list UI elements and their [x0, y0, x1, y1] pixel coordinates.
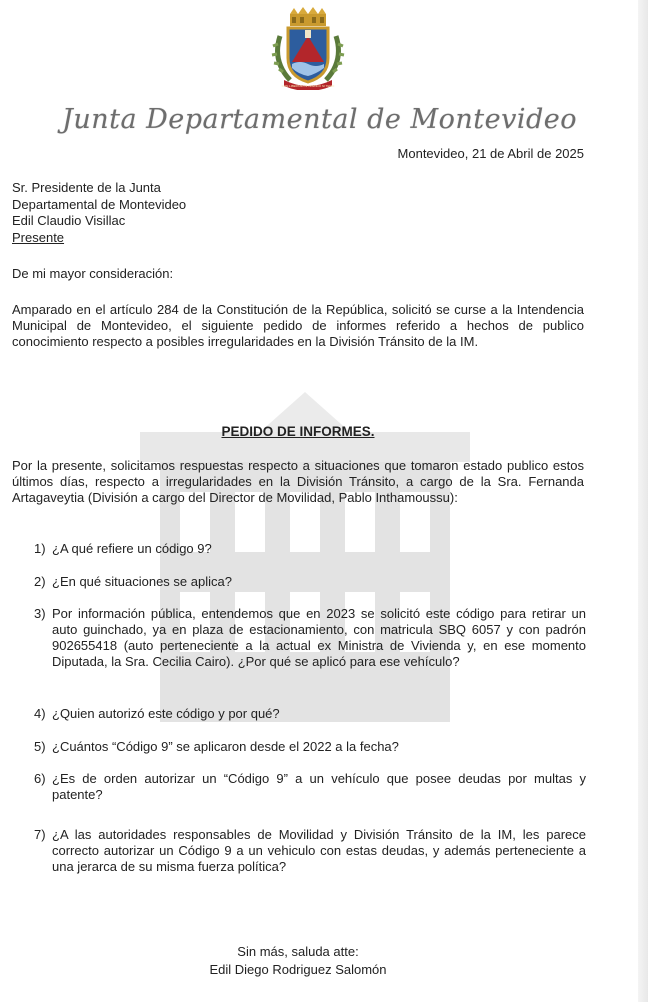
organization-title: Junta Departamental de Montevideo — [62, 104, 577, 135]
question-text: ¿En qué situaciones se aplica? — [52, 574, 232, 589]
recipient-line-4: Presente — [12, 229, 65, 245]
request-paragraph: Por la presente, solicitamos respuestas respecto a situaciones que tomaron estado publico estos últimos días, respecto a irregularidades en la División Tránsito, a cargo de la Sra. Fernanda Artagaveytia (División a cargo del Director de Movilidad, Pablo Inthamoussu): — [12, 458, 584, 505]
question-number: 1) — [34, 541, 46, 556]
closing-line: Sin más, saluda atte: — [237, 944, 359, 959]
date-line: Montevideo, 21 de Abril de 2025 — [397, 146, 584, 161]
question-item — [34, 606, 586, 670]
salutation: De mi mayor consideración: — [12, 266, 174, 281]
question-item — [34, 574, 586, 590]
intro-paragraph: Amparado en el artículo 284 de la Constitución de la República, solicitó se curse a la Intendencia Municipal de Montevideo, el siguiente pedido de informes referido a hechos de publico conocimiento respecto a posibles irregularidades en la División Tránsito de la IM. — [12, 302, 584, 349]
question-text: ¿A qué refiere un código 9? — [52, 541, 212, 556]
montevideo-coat-of-arms-logo — [270, 6, 346, 90]
question-number: 4) — [34, 706, 46, 721]
question-item — [34, 771, 586, 803]
recipient-line-1: Sr. Presidente de la Junta — [12, 180, 161, 195]
question-number: 5) — [34, 739, 46, 754]
signature-line: Edil Diego Rodriguez Salomón — [209, 962, 387, 977]
question-text: ¿Cuántos “Código 9” se aplicaron desde el 2022 a la fecha? — [52, 739, 399, 754]
question-number: 3) — [34, 606, 46, 621]
question-number: 6) — [34, 771, 46, 786]
section-heading: PEDIDO DE INFORMES. — [221, 424, 375, 439]
question-item — [34, 827, 586, 875]
question-number: 7) — [34, 827, 46, 842]
question-item — [34, 541, 586, 557]
recipient-line-2: Departamental de Montevideo — [12, 196, 187, 212]
closing-block — [0, 943, 596, 979]
question-text: ¿Es de orden autorizar un “Código 9” a un vehículo que posee deudas por multas y patente? — [52, 771, 586, 802]
building-watermark-image — [140, 392, 470, 722]
question-item — [34, 739, 586, 755]
recipient-line-3: Edil Claudio Visillac — [12, 213, 126, 228]
question-text: Por información pública, entendemos que en 2023 se solicitó este código para retirar un auto guinchado, ya en plaza de estacionamiento, con matricula SBQ 6057 y con padrón 902655418 (auto perteneciente a la actual ex Ministra de Vivienda y, en ese momento Diputada, la Sra. Cecilia Cairo). ¿Por qué se aplicó para ese vehículo? — [52, 606, 586, 669]
question-text: ¿Quien autorizó este código y por qué? — [52, 706, 280, 721]
question-number: 2) — [34, 574, 46, 589]
question-item — [34, 706, 586, 722]
page-edge-shadow — [638, 0, 648, 1002]
svg-text:CON LIBERTAD NI OFENDO NI TEMO: CON LIBERTAD NI OFENDO NI TEMO — [281, 84, 335, 88]
question-text: ¿A las autoridades responsables de Movilidad y División Tránsito de la IM, les parece correcto autorizar un Código 9 a un vehiculo con estas deudas, y además perteneciente a una jerarca de su misma fuerza política? — [52, 827, 586, 874]
recipient-block — [12, 180, 186, 246]
